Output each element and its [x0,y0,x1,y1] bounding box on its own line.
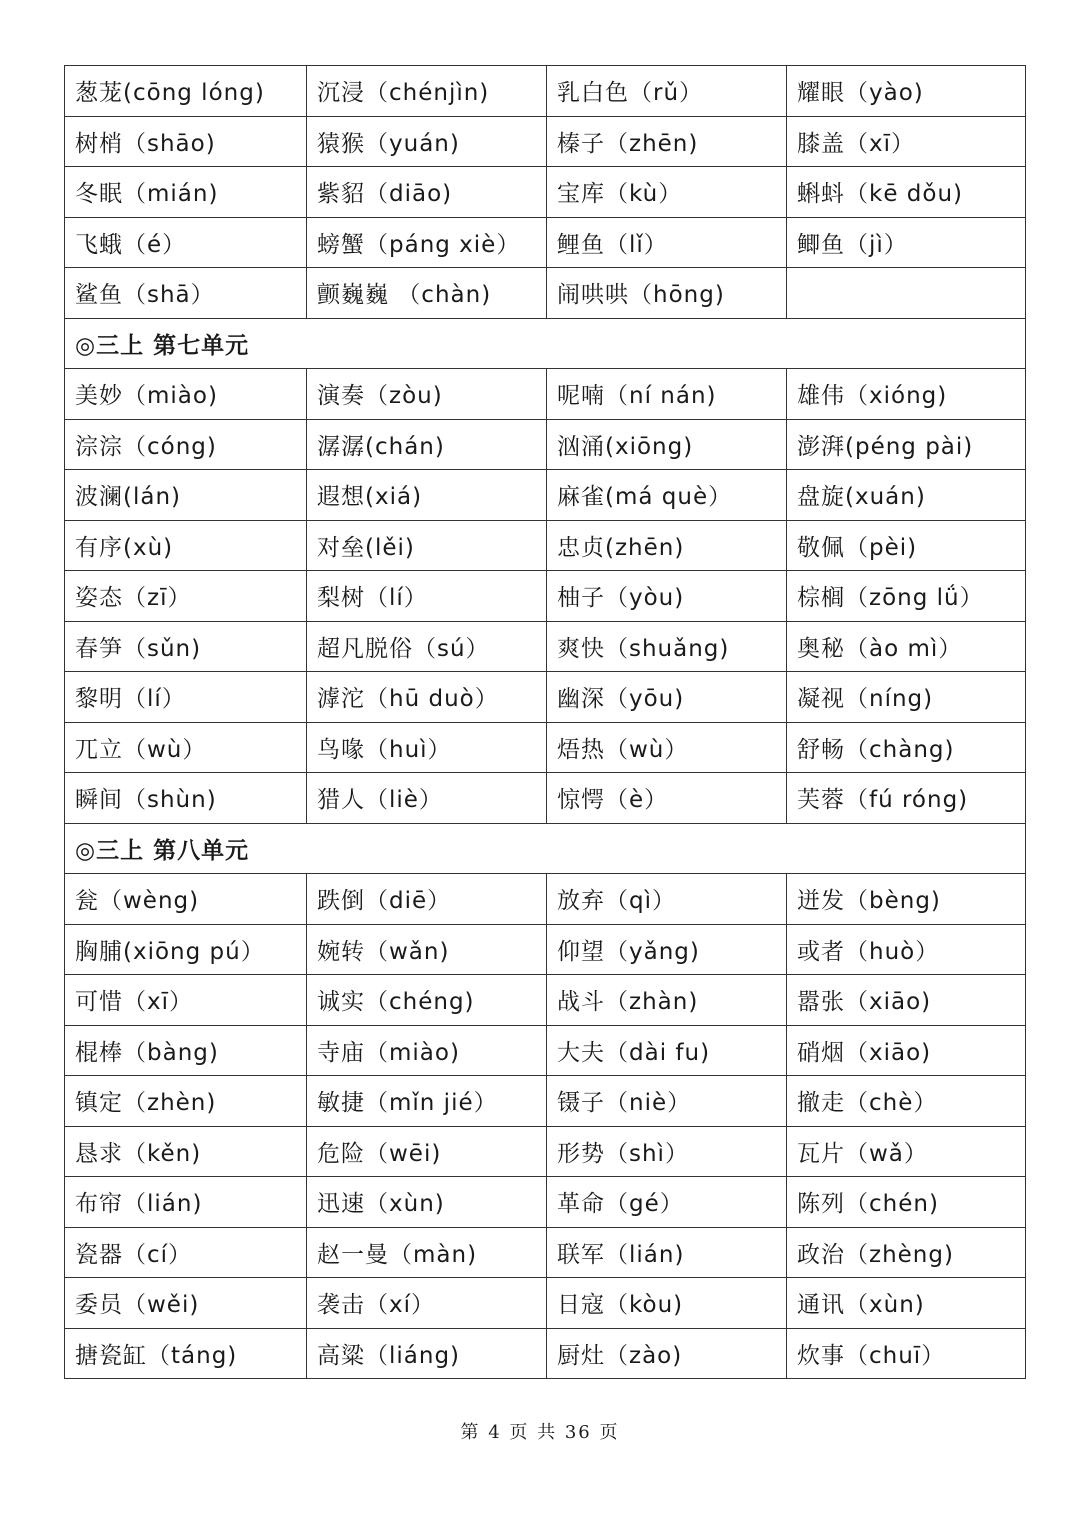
vocab-cell: 蝌蚪（kē dǒu) [787,167,1026,218]
table-row [65,773,1026,824]
vocab-cell: 鲤鱼（lǐ） [547,217,787,268]
vocab-cell: 迅速（xùn) [307,1177,547,1228]
vocab-cell: 演奏（zòu) [307,369,547,420]
vocab-cell: 战斗（zhàn) [547,975,787,1026]
table-row [65,924,1026,975]
vocab-cell: 滹沱（hū duò） [307,672,547,723]
vocab-cell: 鸟喙（huì） [307,722,547,773]
table-row [65,268,1026,319]
vocab-cell: 焐热（wù） [547,722,787,773]
vocab-cell: 舒畅（chàng) [787,722,1026,773]
vocab-cell: 联军（lián) [547,1227,787,1278]
vocab-cell: 高粱（liáng) [307,1328,547,1379]
vocab-cell: 柚子（yòu) [547,571,787,622]
vocab-cell: 革命（gé） [547,1177,787,1228]
vocab-cell: 猿猴（yuán) [307,116,547,167]
vocab-cell: 膝盖（xī） [787,116,1026,167]
vocab-cell: 危险（wēi) [307,1126,547,1177]
vocab-cell: 赵一曼（màn) [307,1227,547,1278]
vocab-cell: 春笋（sǔn) [65,621,307,672]
table-row [65,66,1026,117]
vocab-cell: 镊子（niè） [547,1076,787,1127]
vocab-cell: 有序(xù) [65,520,307,571]
vocab-cell: 对垒(lěi) [307,520,547,571]
table-row [65,975,1026,1026]
vocab-cell: 雄伟（xióng) [787,369,1026,420]
vocab-cell: 鲫鱼（jì） [787,217,1026,268]
vocab-cell: 忠贞(zhēn) [547,520,787,571]
vocab-cell: 猎人（liè） [307,773,547,824]
vocab-cell: 寺庙（miào) [307,1025,547,1076]
vocab-cell: 沉浸（chénjìn) [307,66,547,117]
vocab-cell: 瓦片（wǎ） [787,1126,1026,1177]
vocab-cell: 日寇（kòu) [547,1278,787,1329]
table-row [65,167,1026,218]
vocab-cell: 树梢（shāo) [65,116,307,167]
vocab-cell: 惊愕（è） [547,773,787,824]
vocab-cell: 澎湃(péng pài) [787,419,1026,470]
vocab-cell: 葱茏(cōng lóng) [65,66,307,117]
vocab-cell: 姿态（zī） [65,571,307,622]
vocab-cell: 波澜(lán) [65,470,307,521]
vocab-cell: 或者（huò） [787,924,1026,975]
table-row [65,1076,1026,1127]
vocab-cell: 形势（shì） [547,1126,787,1177]
table-row [65,116,1026,167]
table-row [65,571,1026,622]
table-row [65,672,1026,723]
empty-cell [787,268,1026,319]
vocab-cell: 瓷器（cí） [65,1227,307,1278]
vocab-cell: 耀眼（yào) [787,66,1026,117]
vocab-cell: 闹哄哄（hōng) [547,268,787,319]
vocab-cell: 榛子（zhēn) [547,116,787,167]
vocab-cell: 委员（wěi) [65,1278,307,1329]
vocab-cell: 政治（zhèng) [787,1227,1026,1278]
section-header: ◎三上 第七单元 [65,318,1026,369]
vocab-cell: 遐想(xiá) [307,470,547,521]
vocab-cell: 超凡脱俗（sú） [307,621,547,672]
table-row [65,1177,1026,1228]
vocab-cell: 硝烟（xiāo) [787,1025,1026,1076]
section-header-row [65,823,1026,874]
vocab-cell: 陈列（chén) [787,1177,1026,1228]
vocab-cell: 镇定（zhèn) [65,1076,307,1127]
vocab-cell: 可惜（xī） [65,975,307,1026]
table-row [65,1278,1026,1329]
vocab-cell: 布帘（lián) [65,1177,307,1228]
vocab-cell: 宝库（kù） [547,167,787,218]
table-row [65,1025,1026,1076]
vocab-cell: 淙淙（cóng) [65,419,307,470]
vocab-cell: 潺潺(chán) [307,419,547,470]
vocab-cell: 鲨鱼（shā） [65,268,307,319]
table-row [65,419,1026,470]
table-row [65,874,1026,925]
vocab-cell: 螃蟹（páng xiè） [307,217,547,268]
vocab-cell: 婉转（wǎn) [307,924,547,975]
vocab-cell: 放弃（qì） [547,874,787,925]
vocab-cell: 敬佩（pèi) [787,520,1026,571]
vocab-cell: 厨灶（zào) [547,1328,787,1379]
vocab-cell: 迸发（bèng) [787,874,1026,925]
vocab-cell: 麻雀(má què） [547,470,787,521]
vocab-cell: 爽快（shuǎng) [547,621,787,672]
vocab-cell: 幽深（yōu) [547,672,787,723]
vocab-cell: 胸脯(xiōng pú） [65,924,307,975]
page-number-footer: 第 4 页 共 36 页 [460,1422,620,1443]
vocab-cell: 凝视（níng) [787,672,1026,723]
table-row [65,722,1026,773]
vocab-cell: 撤走（chè） [787,1076,1026,1127]
vocab-cell: 乳白色（rǔ） [547,66,787,117]
vocab-cell: 大夫（dài fu) [547,1025,787,1076]
vocab-cell: 搪瓷缸（táng) [65,1328,307,1379]
vocab-cell: 仰望（yǎng) [547,924,787,975]
vocab-cell: 诚实（chéng) [307,975,547,1026]
table-row [65,369,1026,420]
table-row [65,470,1026,521]
table-row [65,1328,1026,1379]
vocab-cell: 黎明（lí） [65,672,307,723]
vocab-cell: 冬眠（mián) [65,167,307,218]
vocab-cell: 瓮（wèng) [65,874,307,925]
vocab-cell: 嚣张（xiāo) [787,975,1026,1026]
vocab-cell: 袭击（xí） [307,1278,547,1329]
vocab-cell: 跌倒（diē） [307,874,547,925]
section-header: ◎三上 第八单元 [65,823,1026,874]
vocab-cell: 敏捷（mǐn jié） [307,1076,547,1127]
vocab-cell: 颤巍巍 （chàn) [307,268,547,319]
vocab-cell: 棕榈（zōng lǘ） [787,571,1026,622]
table-row [65,520,1026,571]
vocabulary-table-body [65,66,1026,1379]
table-row [65,1126,1026,1177]
vocab-cell: 飞蛾（é） [65,217,307,268]
vocab-cell: 盘旋(xuán) [787,470,1026,521]
vocab-cell: 汹涌(xiōng) [547,419,787,470]
vocab-cell: 恳求（kěn) [65,1126,307,1177]
vocab-cell: 美妙（miào) [65,369,307,420]
table-row [65,1227,1026,1278]
vocab-cell: 通讯（xùn) [787,1278,1026,1329]
table-row [65,217,1026,268]
vocab-cell: 瞬间（shùn) [65,773,307,824]
vocab-cell: 紫貂（diāo) [307,167,547,218]
vocab-cell: 棍棒（bàng) [65,1025,307,1076]
vocab-cell: 炊事（chuī） [787,1328,1026,1379]
vocab-cell: 奥秘（ào mì） [787,621,1026,672]
vocab-cell: 兀立（wù） [65,722,307,773]
table-row [65,621,1026,672]
vocab-cell: 芙蓉（fú róng) [787,773,1026,824]
vocabulary-table [64,65,1026,1379]
vocab-cell: 梨树（lí） [307,571,547,622]
vocab-cell: 呢喃（ní nán) [547,369,787,420]
section-header-row [65,318,1026,369]
